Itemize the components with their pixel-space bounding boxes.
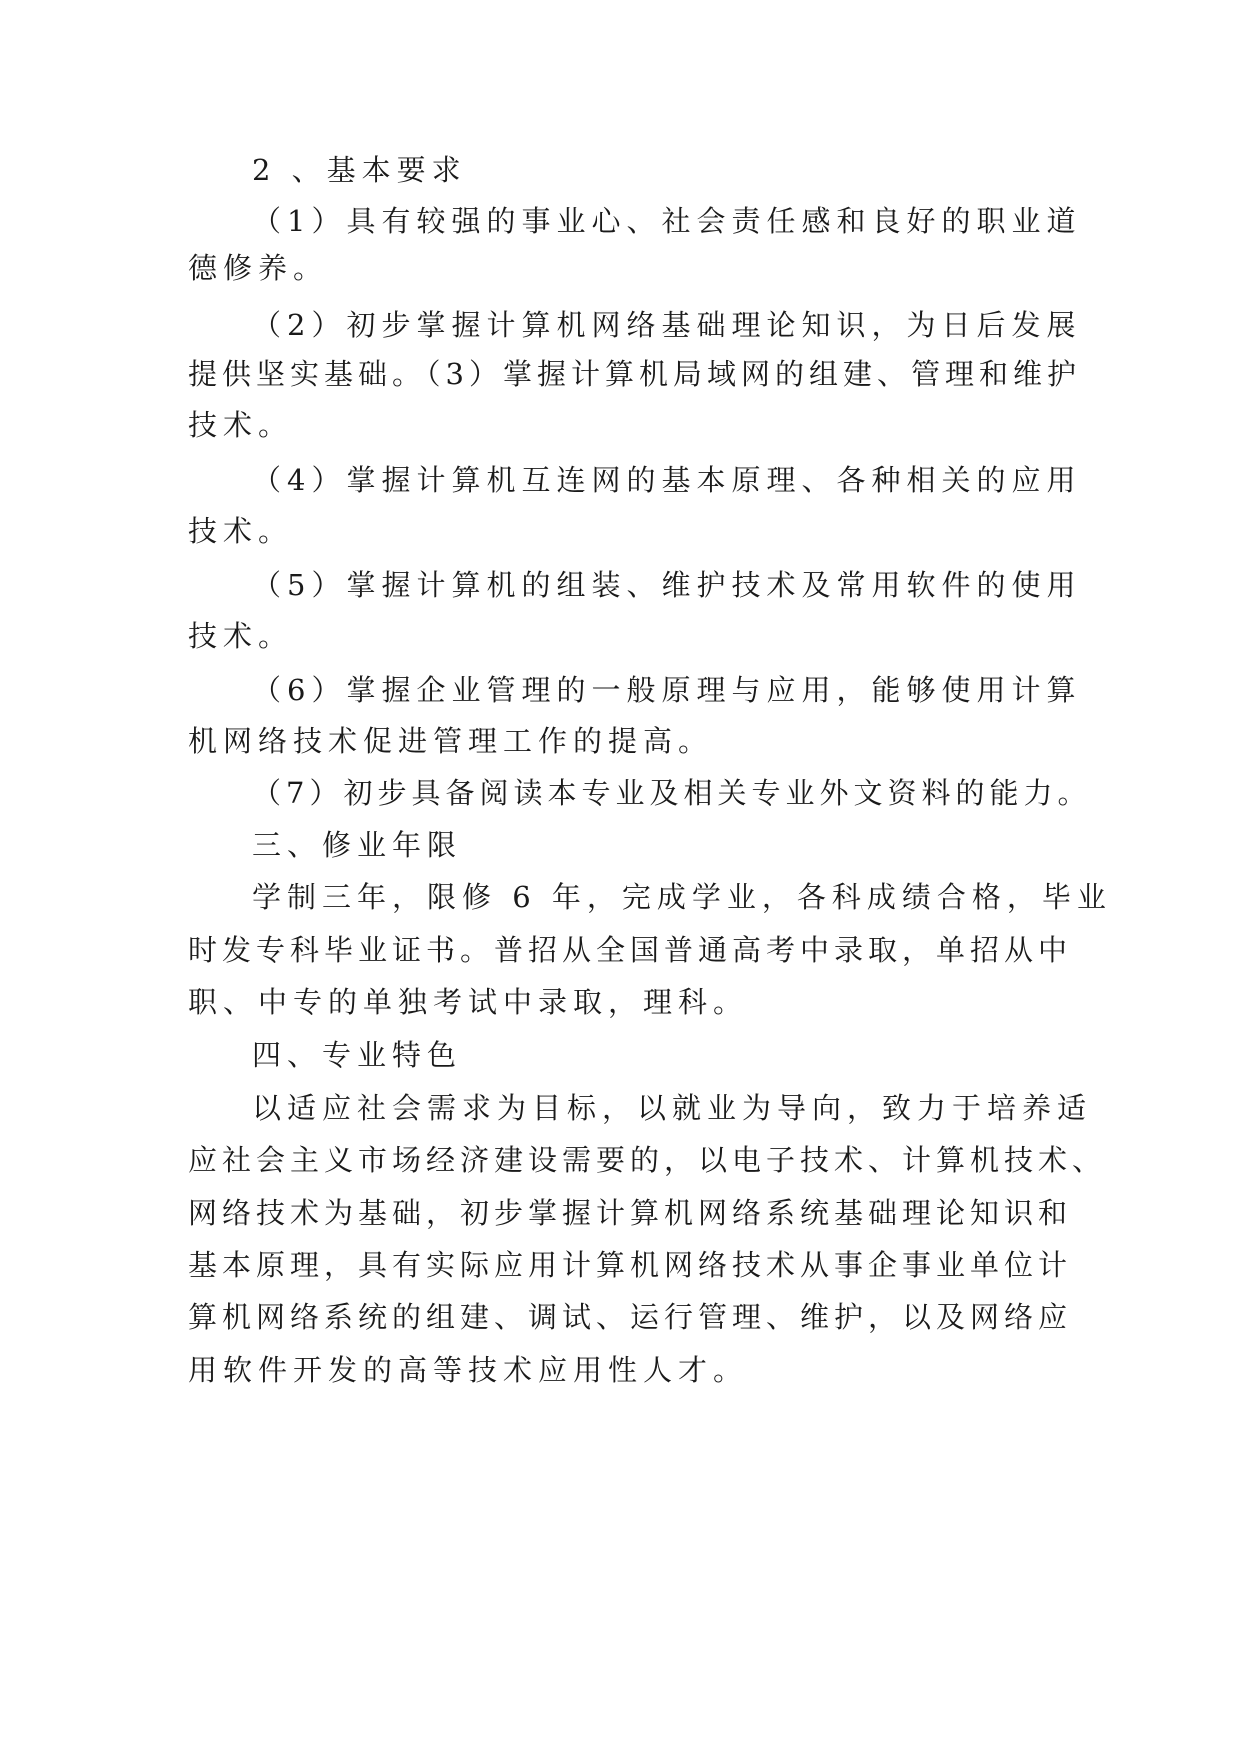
duration-line-3: 职、中专的单独考试中录取，理科。 [188, 985, 749, 1019]
requirement-1-line-2: 德修养。 [188, 251, 329, 285]
requirement-6-line-1: （6）掌握企业管理的一般原理与应用，能够使用计算 [252, 673, 1082, 707]
features-line-6: 用软件开发的高等技术应用性人才。 [188, 1353, 749, 1387]
requirement-1-line-1: （1）具有较强的事业心、社会责任感和良好的职业道 [252, 204, 1082, 238]
duration-line-2: 时发专科毕业证书。普招从全国普通高考中录取，单招从中 [188, 933, 1073, 967]
requirement-6-line-2: 机网络技术促进管理工作的提高。 [188, 724, 714, 758]
requirement-4-line-2: 技术。 [188, 514, 294, 548]
features-line-3: 网络技术为基础，初步掌握计算机网络系统基础理论知识和 [188, 1196, 1073, 1230]
features-line-5: 算机网络系统的组建、调试、运行管理、维护，以及网络应 [188, 1300, 1073, 1334]
section-heading-duration: 三、修业年限 [252, 828, 463, 862]
section-heading-basic-requirements: 2 、基本要求 [252, 153, 467, 187]
duration-line-1: 学制三年，限修 6 年，完成学业，各科成绩合格，毕业 [252, 880, 1112, 914]
requirement-7-line-1: （7）初步具备阅读本专业及相关专业外文资料的能力。 [252, 776, 1092, 810]
requirement-4-line-1: （4）掌握计算机互连网的基本原理、各种相关的应用 [252, 463, 1082, 497]
requirement-2-line-1: （2）初步掌握计算机网络基础理论知识，为日后发展 [252, 308, 1082, 342]
requirement-5-line-1: （5）掌握计算机的组装、维护技术及常用软件的使用 [252, 568, 1082, 602]
features-line-2: 应社会主义市场经济建设需要的，以电子技术、计算机技术、 [188, 1143, 1107, 1177]
features-line-4: 基本原理，具有实际应用计算机网络技术从事企事业单位计 [188, 1248, 1073, 1282]
section-heading-features: 四、专业特色 [252, 1038, 463, 1072]
features-line-1: 以适应社会需求为目标，以就业为导向，致力于培养适 [252, 1091, 1093, 1125]
requirement-5-line-2: 技术。 [188, 619, 294, 653]
requirement-2-line-3: 技术。 [188, 408, 294, 442]
requirement-2-line-2: 提供坚实基础。（3）掌握计算机局域网的组建、管理和维护 [188, 357, 1081, 391]
